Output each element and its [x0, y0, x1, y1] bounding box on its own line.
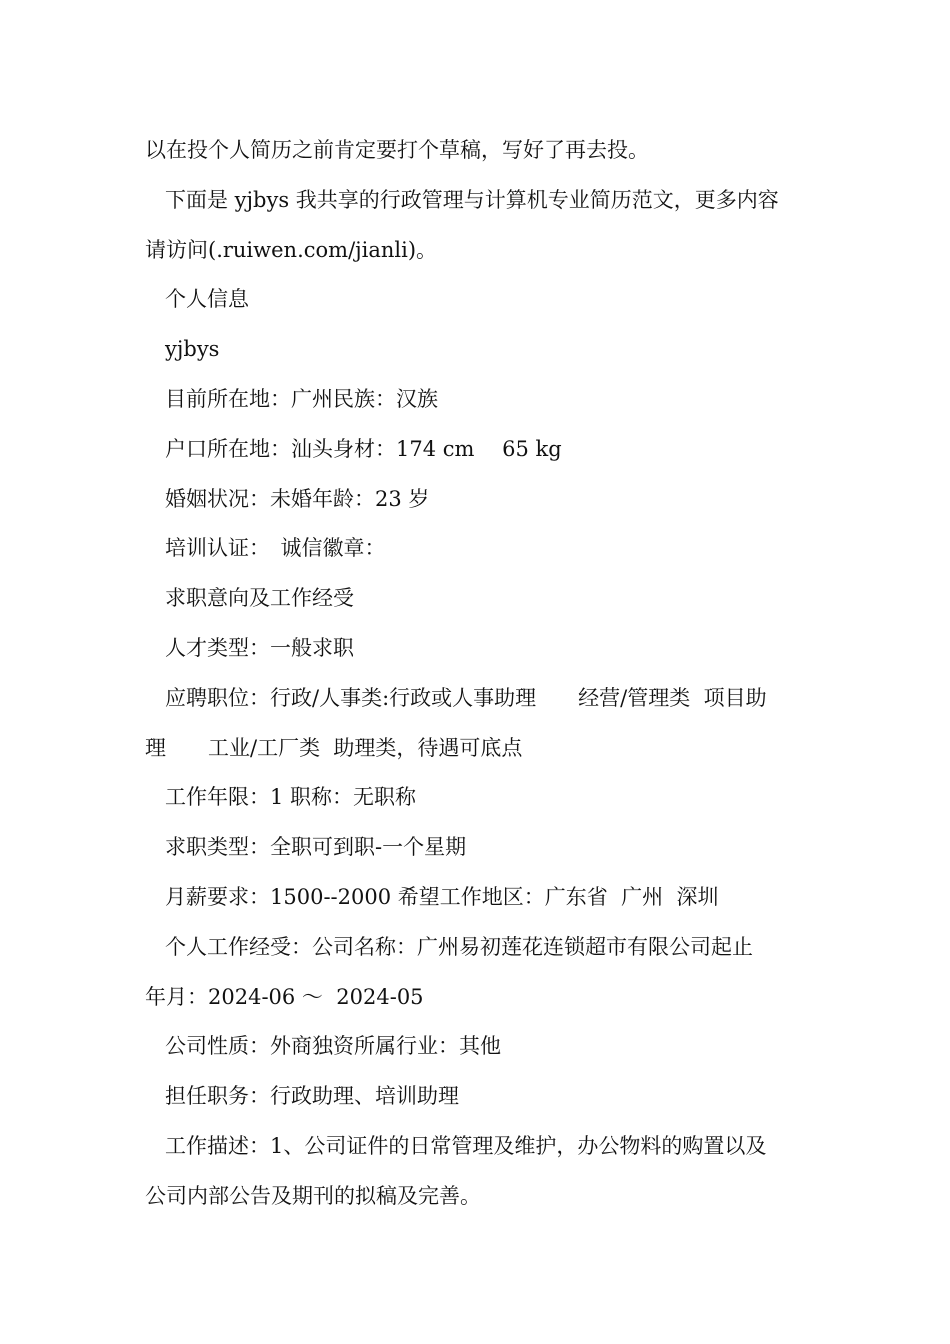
text-line: 目前所在地：广州民族：汉族: [165, 386, 438, 411]
text-line: 婚姻状况：未婚年龄：23 岁: [165, 486, 430, 511]
section-heading: 个人信息: [165, 287, 249, 312]
text-line: 应聘职位：行政/人事类:行政或人事助理 经营/管理类 项目助: [165, 685, 767, 710]
text-line: 担任职务：行政助理、培训助理: [165, 1084, 459, 1109]
text-line: 培训认证： 诚信徽章：: [165, 536, 386, 561]
text-line: yjbys: [165, 337, 220, 362]
document-body: [145, 126, 810, 1222]
section-heading: 求职意向及工作经受: [165, 586, 354, 611]
text-line: 公司内部公告及期刊的拟稿及完善。: [145, 1183, 481, 1208]
text-line: 请访问(.ruiwen.com/jianli)。: [145, 237, 438, 262]
text-line: 下面是 yjbys 我共享的行政管理与计算机专业简历范文，更多内容: [165, 187, 779, 212]
text-line: 以在投个人简历之前肯定要打个草稿，写好了再去投。: [145, 138, 649, 162]
text-line: 理 工业/工厂类 助理类，待遇可底点: [145, 735, 523, 760]
text-line: 户口所在地：汕头身材：174 cm 65 kg: [165, 436, 562, 461]
text-line: 年月：2024-06 ～ 2024-05: [145, 984, 424, 1009]
text-line: 工作年限：1 职称：无职称: [165, 785, 417, 810]
text-line: 求职类型：全职可到职-一个星期: [165, 835, 467, 860]
text-line: 月薪要求：1500--2000 希望工作地区：广东省 广州 深圳: [165, 884, 719, 909]
text-line: 个人工作经受：公司名称：广州易初莲花连锁超市有限公司起止: [165, 934, 753, 959]
text-line: 人才类型：一般求职: [165, 635, 354, 660]
text-line: 工作描述：1、公司证件的日常管理及维护，办公物料的购置以及: [165, 1133, 767, 1158]
text-line: 公司性质：外商独资所属行业：其他: [165, 1034, 501, 1059]
